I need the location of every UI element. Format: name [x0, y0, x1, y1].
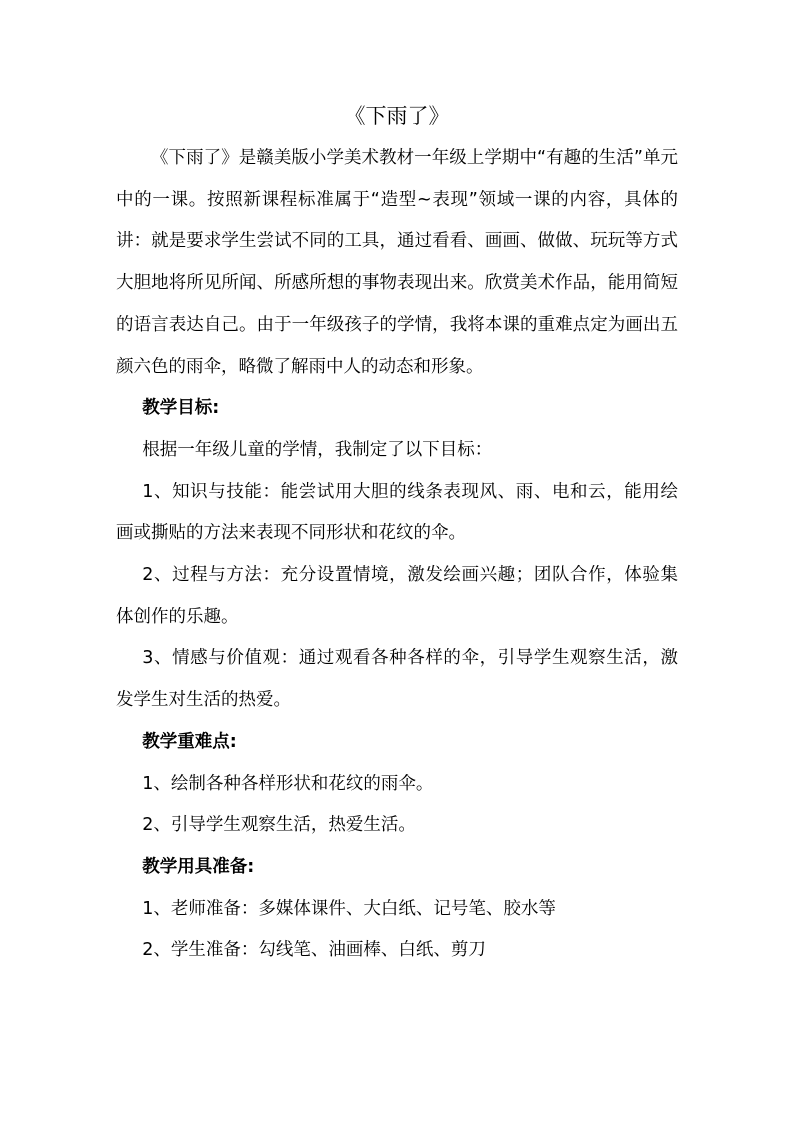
intro-paragraph: 《下雨了》是赣美版小学美术教材一年级上学期中“有趣的生活”单元中的一课。按照新课程标准属于“造型~表现”领域一课的内容，具体的讲：就是要求学生尝试不同的工具，通过看看、画画、做做、玩玩等方式大胆地将所见所闻、所感所想的事物表现出来。欣赏美术作品，能用简短的语言表达自己。由于一年级孩子的学情，我将本课的重难点定为画出五颜六色的雨伞，略微了解雨中人的动态和形象。 [116, 148, 678, 377]
key-point-item-2: 2、引导学生观察生活，热爱生活。 [142, 815, 416, 836]
objective-item-2: 2、过程与方法：充分设置情境，激发绘画兴趣；团队合作，体验集体创作的乐趣。 [116, 565, 678, 627]
objectives-heading: 教学目标: [142, 398, 220, 419]
materials-item-2: 2、学生准备：勾线笔、油画棒、白纸、剪刀 [142, 940, 486, 961]
materials-item-1: 1、老师准备：多媒体课件、大白纸、记号笔、胶水等 [142, 898, 556, 919]
key-point-item-1: 1、绘制各种各样形状和花纹的雨伞。 [142, 773, 434, 794]
document-body [116, 96, 678, 972]
objectives-intro: 根据一年级儿童的学情，我制定了以下目标： [142, 439, 493, 460]
objective-item-3: 3、情感与价值观：通过观看各种各样的伞，引导学生观察生活，激发学生对生活的热爱。 [116, 648, 678, 711]
document-title: 《下雨了》 [344, 104, 450, 128]
materials-heading: 教学用具准备: [142, 856, 255, 877]
key-points-heading: 教学重难点: [142, 731, 237, 752]
objective-item-1: 1、知识与技能：能尝试用大胆的线条表现风、雨、电和云，能用绘画或撕贴的方法来表现不同形状和花纹的伞。 [116, 481, 678, 544]
